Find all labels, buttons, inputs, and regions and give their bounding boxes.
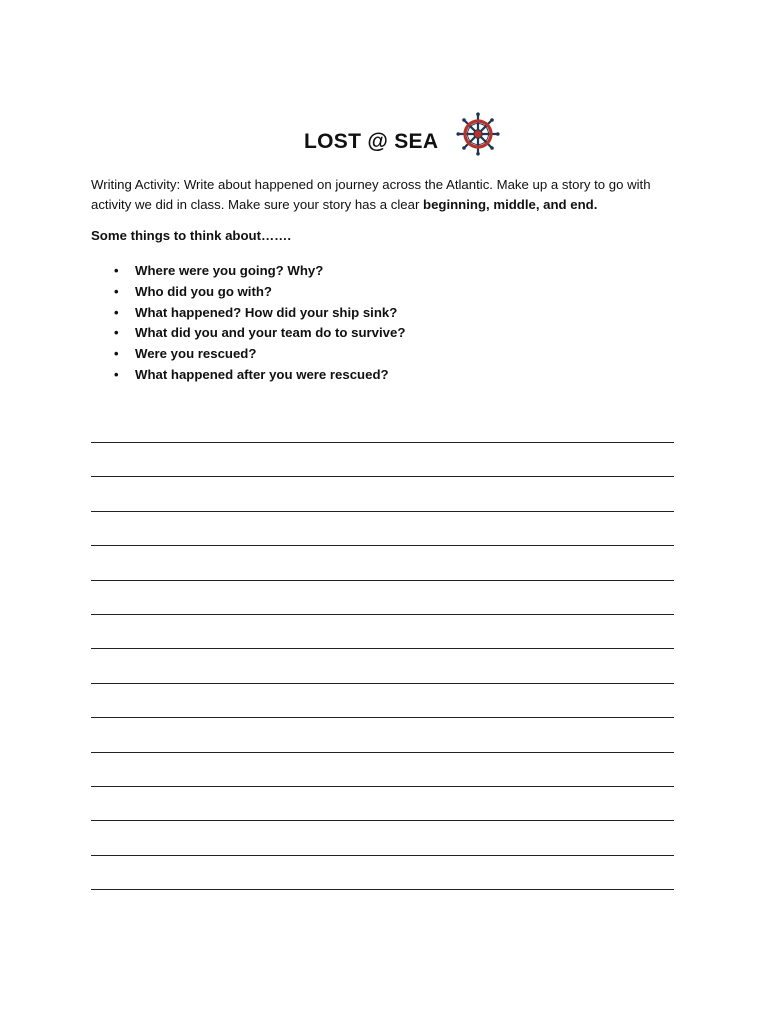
writing-line[interactable] [91, 820, 674, 821]
writing-line[interactable] [91, 752, 674, 753]
writing-line[interactable] [91, 889, 674, 890]
writing-line[interactable] [91, 683, 674, 684]
question-text: What happened? How did your ship sink? [135, 304, 398, 320]
bullet-icon: • [114, 263, 119, 278]
ship-wheel-icon [456, 112, 500, 156]
title-row [0, 108, 768, 168]
writing-line[interactable] [91, 545, 674, 546]
question-text: Where were you going? Why? [135, 263, 324, 278]
bullet-icon: • [114, 366, 119, 382]
writing-line[interactable] [91, 442, 674, 443]
writing-line[interactable] [91, 648, 674, 649]
writing-line[interactable] [91, 511, 674, 512]
page-title: LOST @ SEA [304, 130, 439, 153]
writing-line[interactable] [91, 476, 674, 477]
instructions-line-1: Writing Activity: Write about happened on journey across the Atlantic. Make up a story to go with [91, 177, 651, 192]
bullet-icon: • [114, 346, 119, 362]
writing-line[interactable] [91, 855, 674, 856]
instructions-emphasis: beginning, middle, and end. [423, 196, 598, 212]
question-text: What happened after you were rescued? [135, 366, 389, 382]
question-text: Were you rescued? [135, 346, 257, 362]
instructions-paragraph [91, 175, 691, 214]
writing-line[interactable] [91, 580, 674, 581]
question-text: What did you and your team do to survive? [135, 325, 406, 341]
writing-line[interactable] [91, 614, 674, 615]
question-text: Who did you go with? [135, 283, 272, 299]
bullet-icon: • [114, 304, 119, 320]
bullet-icon: • [114, 325, 119, 341]
bullet-icon: • [114, 283, 119, 299]
instructions-line-2 [91, 195, 691, 215]
writing-line[interactable] [91, 717, 674, 718]
prompt-heading: Some things to think about……. [91, 228, 292, 243]
instructions-line-2-text: activity we did in class. Make sure your story has a clear [91, 196, 424, 212]
writing-line[interactable] [91, 786, 674, 787]
